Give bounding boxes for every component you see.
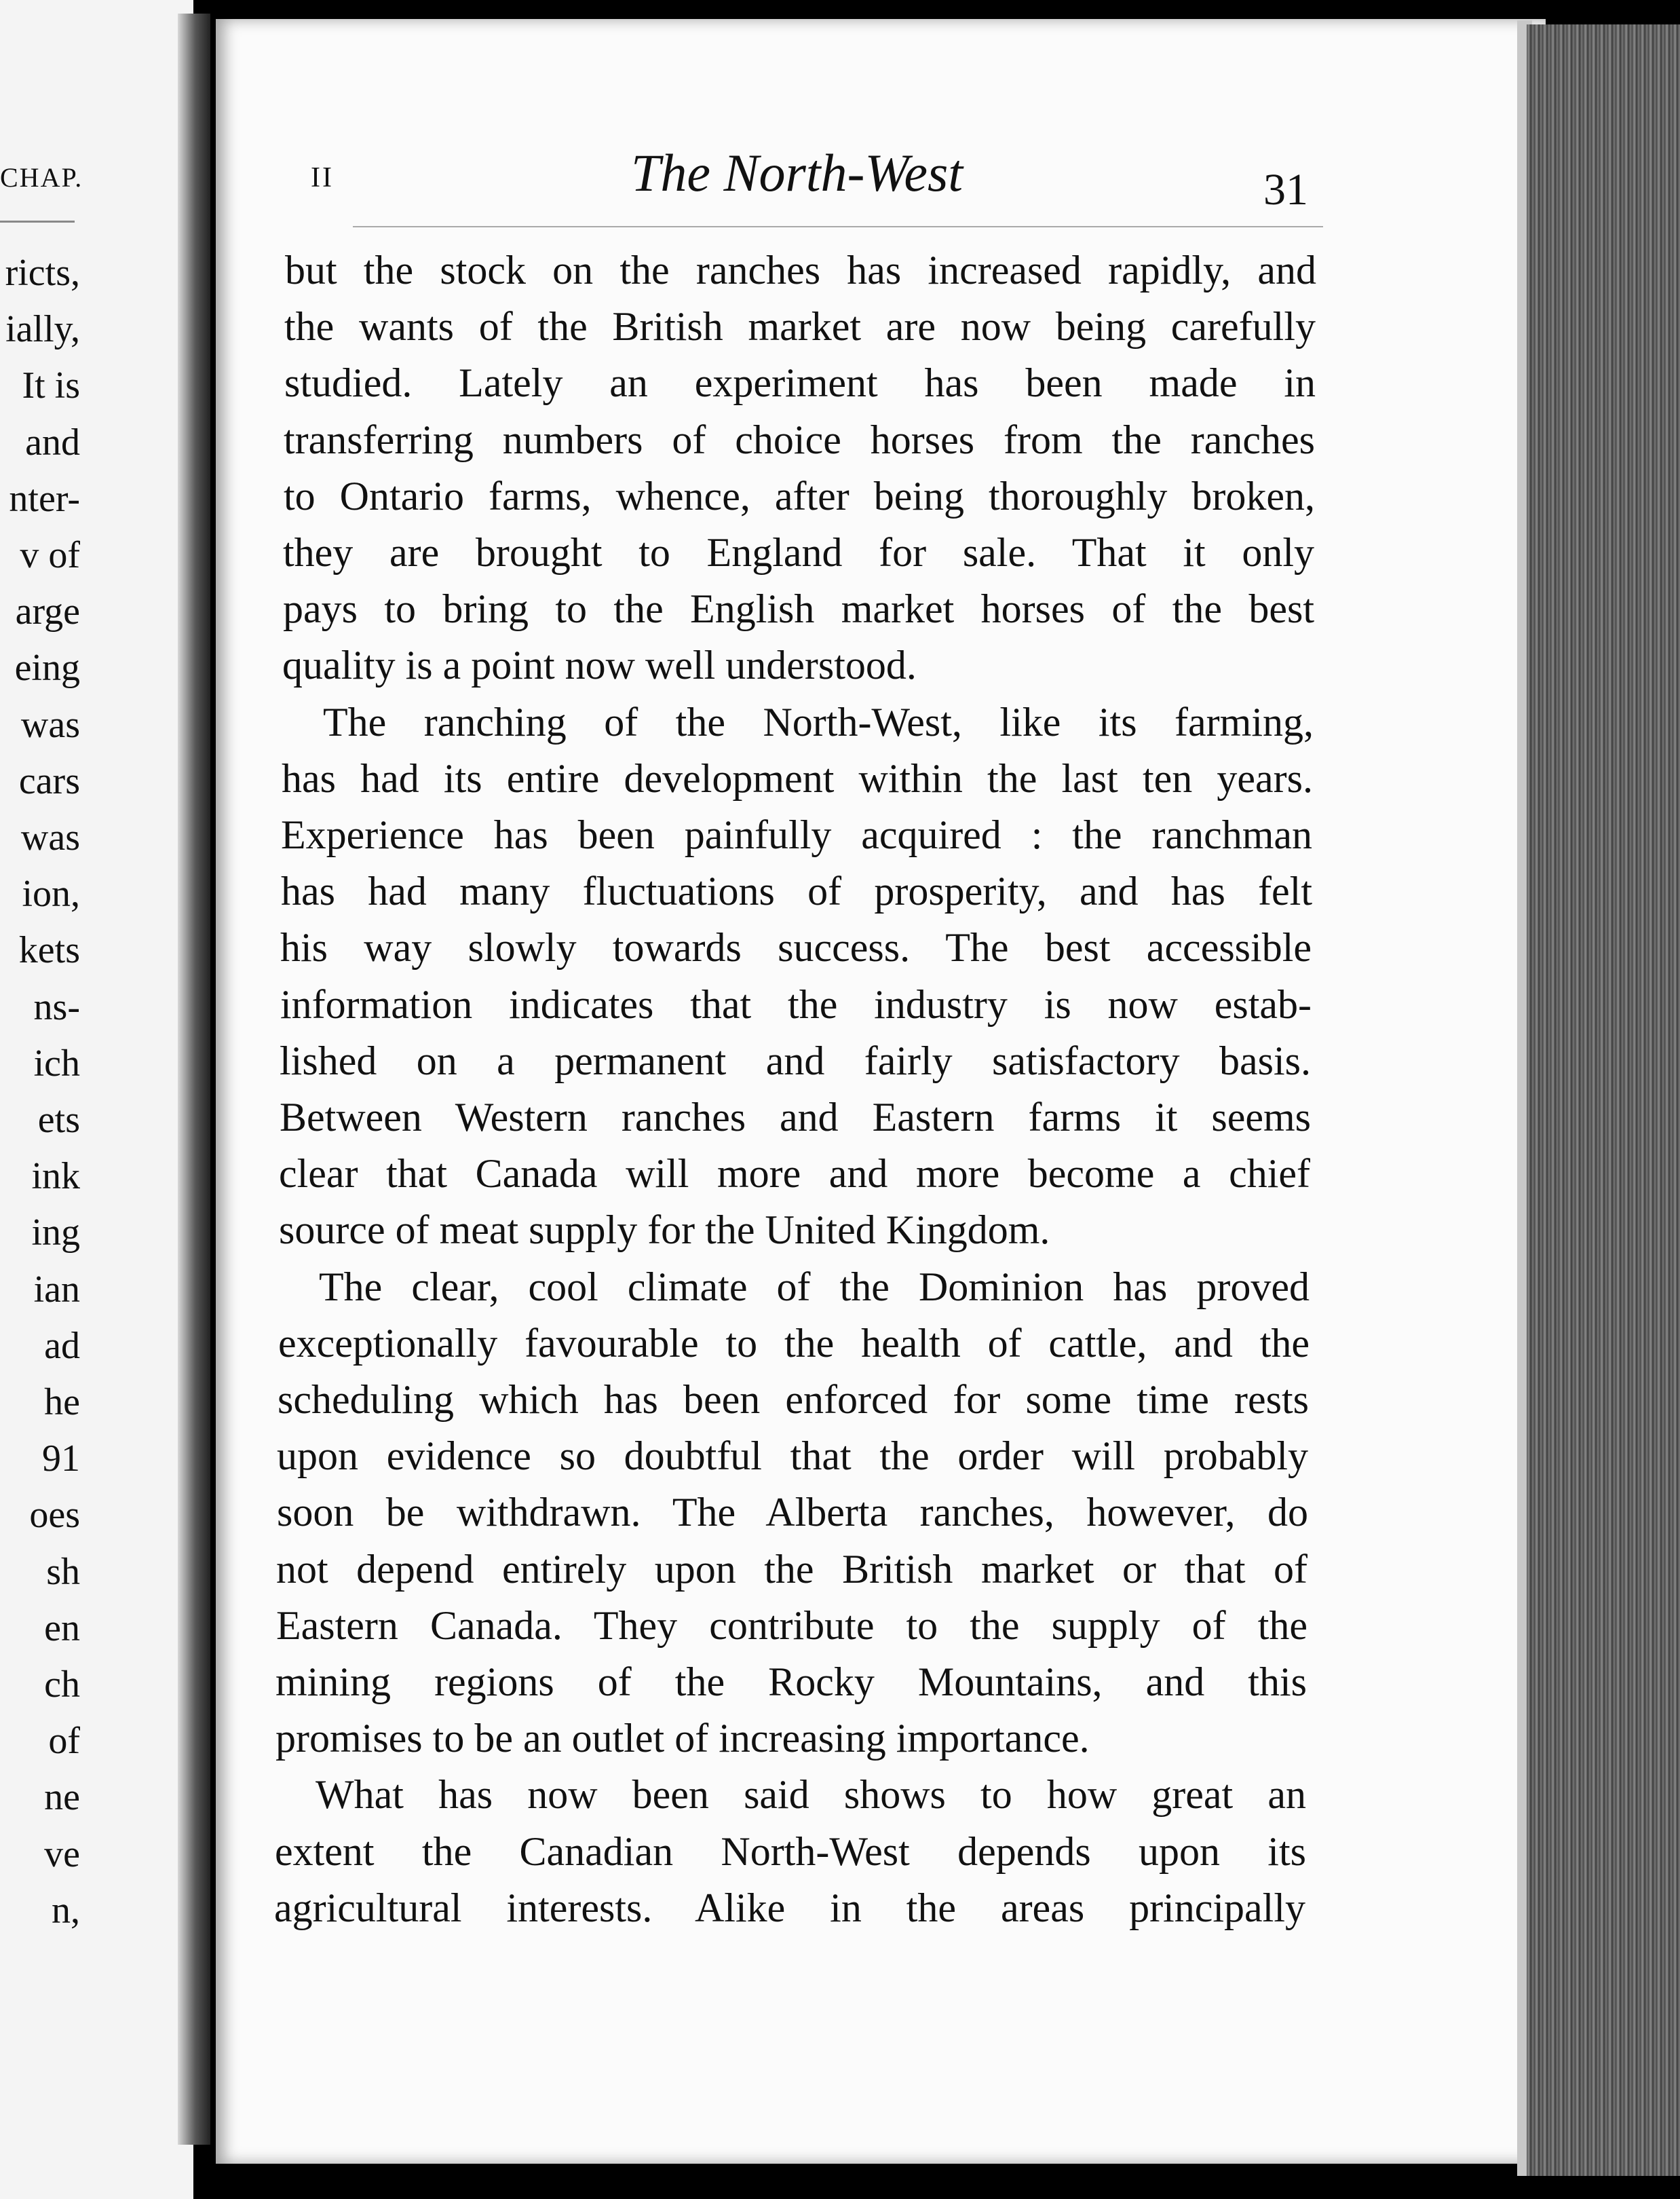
running-head: The North-West — [631, 143, 963, 202]
text-line: but the stock on the ranches has increased rapidly, and — [285, 248, 1316, 293]
text-line: What has now been said shows to how great an — [316, 1772, 1306, 1818]
text-line: upon evidence so doubtful that the order will probably — [277, 1433, 1308, 1479]
previous-page-line: arge — [15, 590, 80, 633]
previous-page-line: ion, — [22, 873, 80, 916]
previous-page-line: was — [20, 703, 80, 746]
text-line: quality is a point now well understood. — [282, 643, 917, 688]
previous-page-line: kets — [18, 929, 80, 972]
text-line: Between Western ranches and Eastern farms it seems — [280, 1095, 1311, 1140]
previous-page-line: ially, — [5, 308, 80, 351]
page-stack-edge — [1527, 24, 1680, 2176]
previous-page-line: ets — [37, 1099, 80, 1141]
text-line: transferring numbers of choice horses from the ranches — [284, 417, 1315, 462]
previous-page-line: ch — [44, 1664, 80, 1706]
previous-page-line: was — [20, 816, 80, 859]
previous-page-line: oes — [29, 1494, 80, 1537]
text-line: pays to bring to the English market horses of the best — [283, 586, 1314, 632]
text-line: promises to be an outlet of increasing importance. — [275, 1716, 1090, 1761]
previous-page-line: cars — [18, 759, 80, 802]
previous-page-line: ad — [44, 1324, 80, 1367]
previous-page-line: ian — [33, 1268, 80, 1311]
text-line: they are brought to England for sale. That it only — [283, 530, 1314, 575]
text-line: exceptionally favourable to the health of cattle, and the — [278, 1320, 1310, 1366]
previous-page-line: ing — [31, 1211, 80, 1254]
previous-page-line: 91 — [42, 1437, 80, 1480]
previous-page-line: and — [25, 421, 80, 464]
previous-page-line: It is — [22, 364, 80, 407]
previous-page-line: ich — [33, 1042, 80, 1085]
previous-page-line: ink — [31, 1155, 80, 1198]
text-line: not depend entirely upon the British market or that of — [276, 1546, 1307, 1592]
previous-page-line: nter- — [9, 477, 80, 520]
text-line: studied. Lately an experiment has been made in — [284, 360, 1316, 406]
previous-page-line: ve — [44, 1832, 80, 1875]
page-number: 31 — [1263, 165, 1308, 214]
previous-page-header: CHAP. — [0, 162, 83, 193]
text-line: his way slowly towards success. The best accessible — [280, 925, 1312, 971]
text-line: information indicates that the industry is now estab- — [280, 981, 1312, 1027]
text-line: Experience has been painfully acquired : the ranchman — [281, 812, 1312, 857]
text-line: the wants of the British market are now being carefully — [284, 304, 1316, 350]
previous-page-line: v of — [20, 534, 80, 576]
text-line: has had its entire development within the last ten years. — [282, 755, 1313, 801]
previous-page-line: of — [48, 1720, 80, 1763]
text-line: extent the Canadian North-West depends upon its — [275, 1828, 1306, 1874]
header-rule — [353, 226, 1323, 227]
text-line: Eastern Canada. They contribute to the supply of the — [276, 1602, 1307, 1648]
previous-page-line: ne — [44, 1776, 80, 1819]
text-line: The ranching of the North-West, like its farming, — [323, 699, 1314, 745]
previous-page-line: eing — [14, 647, 80, 690]
text-line: has had many fluctuations of prosperity, and has felt — [281, 869, 1312, 914]
previous-page-line: n, — [52, 1889, 80, 1932]
text-line: source of meat supply for the United Kingdom. — [279, 1207, 1050, 1253]
chapter-number: II — [311, 162, 334, 193]
previous-page-line: ns- — [33, 985, 80, 1028]
previous-page — [0, 0, 193, 2199]
text-line: clear that Canada will more and more become a chief — [279, 1151, 1310, 1197]
text-line: The clear, cool climate of the Dominion has proved — [319, 1264, 1310, 1309]
book-gutter — [178, 14, 210, 2145]
text-line: scheduling which has been enforced for some time rests — [278, 1377, 1309, 1422]
previous-page-rule — [0, 221, 75, 223]
text-line: soon be withdrawn. The Alberta ranches, however, do — [277, 1490, 1308, 1535]
text-line: to Ontario farms, whence, after being thoroughly broken, — [284, 473, 1315, 519]
previous-page-line: he — [44, 1381, 80, 1423]
text-line: lished on a permanent and fairly satisfactory basis. — [280, 1038, 1311, 1083]
text-line: mining regions of the Rocky Mountains, and this — [275, 1659, 1307, 1704]
previous-page-line: sh — [46, 1550, 80, 1593]
previous-page-line: en — [44, 1606, 80, 1649]
text-line: agricultural interests. Alike in the areas principally — [274, 1885, 1305, 1930]
previous-page-line: ricts, — [5, 252, 80, 294]
